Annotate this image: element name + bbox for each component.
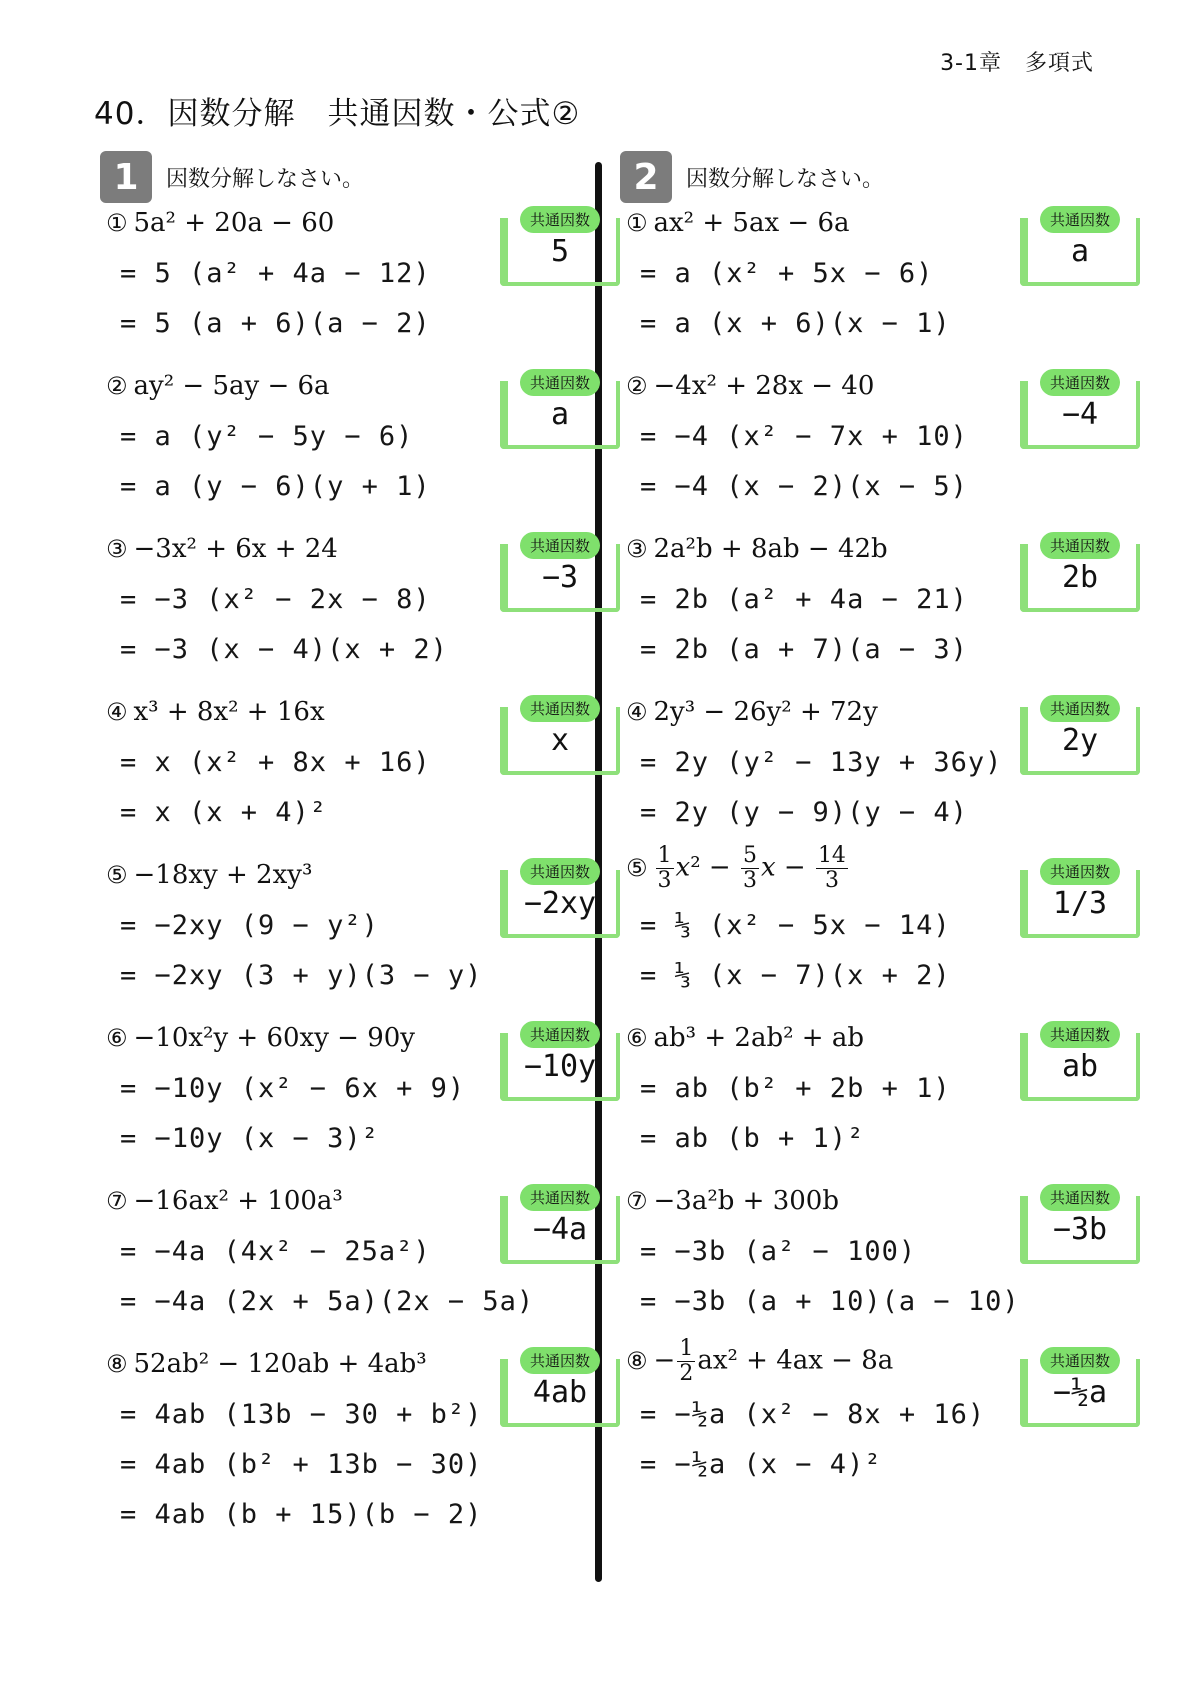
answer-box <box>500 537 620 612</box>
answer: −3 <box>541 560 579 595</box>
common-factor-tag: 共通因数 <box>520 858 600 885</box>
common-factor-tag: 共通因数 <box>1040 858 1120 885</box>
answer-box <box>1020 1352 1140 1427</box>
answer-box <box>1020 537 1140 612</box>
question: ④ x³ + 8x² + 16x <box>106 697 325 727</box>
work-step: = −4 (x − 2)(x − 5) <box>640 471 968 502</box>
work-step: = x (x² + 8x + 16) <box>120 747 431 778</box>
work-step: = a (y − 6)(y + 1) <box>120 471 431 502</box>
answer-box <box>500 1026 620 1101</box>
answer: −10y <box>523 1049 597 1084</box>
problem <box>100 534 620 697</box>
answer-box <box>500 211 620 286</box>
problem <box>100 1349 620 1530</box>
work-step: = −2xy (3 + y)(3 − y) <box>120 960 483 991</box>
work-step: = −2xy (9 − y²) <box>120 910 379 941</box>
problem <box>620 534 1140 697</box>
work-step: = 5 (a² + 4a − 12) <box>120 258 431 289</box>
problem <box>620 1336 1140 1521</box>
problem <box>620 208 1140 371</box>
work-step: = 4ab (13b − 30 + b²) <box>120 1399 483 1430</box>
question: ② −4x² + 28x − 40 <box>626 371 875 401</box>
answer-box <box>1020 700 1140 775</box>
work-step: = 2y (y² − 13y + 36y) <box>640 747 1003 778</box>
answer-box <box>1020 374 1140 449</box>
section-instruction: 因数分解しなさい。 <box>166 166 365 192</box>
fraction: $\frac{1}{3}$ <box>657 843 672 893</box>
question: ③ −3x² + 6x + 24 <box>106 534 338 564</box>
chapter-label: 3-1章 多項式 <box>940 51 1094 76</box>
question: ⑦ −16ax² + 100a³ <box>106 1186 343 1216</box>
answer: −3b <box>1052 1212 1108 1247</box>
common-factor-tag: 共通因数 <box>520 1347 600 1374</box>
work-step: = −½a (x − 4)² <box>640 1449 882 1480</box>
work-step: = ab (b² + 2b + 1) <box>640 1073 951 1104</box>
answer: −4 <box>1061 397 1099 432</box>
work-step: = a (x + 6)(x − 1) <box>640 308 951 339</box>
answer: 2y <box>1061 723 1099 758</box>
common-factor-tag: 共通因数 <box>1040 1347 1120 1374</box>
answer-box <box>500 1189 620 1264</box>
question: ⑤ $\frac{1}{3}$ x² − $\frac{5}{3}$ x − $\frac{14}{3}$ <box>626 843 846 893</box>
work-step: = ⅓ (x² − 5x − 14) <box>640 910 951 941</box>
work-step: = 2b (a + 7)(a − 3) <box>640 634 968 665</box>
work-step: = −4a (2x + 5a)(2x − 5a) <box>120 1286 535 1317</box>
common-factor-tag: 共通因数 <box>520 369 600 396</box>
common-factor-tag: 共通因数 <box>520 206 600 233</box>
question: ③ 2a²b + 8ab − 42b <box>626 534 888 564</box>
work-step: = −3 (x − 4)(x + 2) <box>120 634 448 665</box>
work-step: = −½a (x² − 8x + 16) <box>640 1399 986 1430</box>
answer-box <box>1020 863 1140 938</box>
common-factor-tag: 共通因数 <box>520 695 600 722</box>
question: ⑦ −3a²b + 300b <box>626 1186 839 1216</box>
answer: −½a <box>1052 1375 1108 1410</box>
answer: −2xy <box>523 886 597 921</box>
answer: x <box>550 723 570 758</box>
section-number: 2 <box>620 151 672 203</box>
problem <box>100 1023 620 1186</box>
answer: 5 <box>550 234 570 269</box>
answer: 1/3 <box>1052 886 1108 921</box>
answer: a <box>550 397 570 432</box>
question: ② ay² − 5ay − 6a <box>106 371 330 401</box>
common-factor-tag: 共通因数 <box>520 1184 600 1211</box>
section-2 <box>620 150 1140 1521</box>
work-step: = −3b (a² − 100) <box>640 1236 917 1267</box>
answer-box <box>1020 1026 1140 1101</box>
work-step: = 2y (y − 9)(y − 4) <box>640 797 968 828</box>
answer: −4a <box>532 1212 588 1247</box>
question: ① 5a² + 20a − 60 <box>106 208 335 238</box>
problem <box>100 1186 620 1349</box>
work-step: = 4ab (b² + 13b − 30) <box>120 1449 483 1480</box>
problem <box>620 843 1140 1023</box>
question: ⑤ −18xy + 2xy³ <box>106 860 313 890</box>
question: ④ 2y³ − 26y² + 72y <box>626 697 878 727</box>
work-step: = 4ab (b + 15)(b − 2) <box>120 1499 483 1530</box>
work-step: = a (x² + 5x − 6) <box>640 258 934 289</box>
common-factor-tag: 共通因数 <box>1040 369 1120 396</box>
common-factor-tag: 共通因数 <box>1040 695 1120 722</box>
answer: ab <box>1061 1049 1099 1084</box>
work-step: = ⅓ (x − 7)(x + 2) <box>640 960 951 991</box>
common-factor-tag: 共通因数 <box>1040 1184 1120 1211</box>
problem <box>620 371 1140 534</box>
work-step: = 2b (a² + 4a − 21) <box>640 584 968 615</box>
answer: a <box>1070 234 1090 269</box>
common-factor-tag: 共通因数 <box>1040 206 1120 233</box>
answer-box <box>500 700 620 775</box>
problem <box>620 1023 1140 1186</box>
fraction: $\frac{5}{3}$ <box>742 843 757 893</box>
work-step: = −3 (x² − 2x − 8) <box>120 584 431 615</box>
work-step: = −4 (x² − 7x + 10) <box>640 421 968 452</box>
answer-box <box>1020 211 1140 286</box>
page-title: 40．因数分解 共通因数・公式② <box>94 96 581 132</box>
work-step: = −3b (a + 10)(a − 10) <box>640 1286 1020 1317</box>
problem <box>100 371 620 534</box>
answer-box <box>500 1352 620 1427</box>
question: ⑥ ab³ + 2ab² + ab <box>626 1023 864 1053</box>
work-step: = −10y (x − 3)² <box>120 1123 379 1154</box>
answer-box <box>1020 1189 1140 1264</box>
fraction: $\frac{1}{2}$ <box>679 1336 694 1386</box>
work-step: = 5 (a + 6)(a − 2) <box>120 308 431 339</box>
problem <box>620 1186 1140 1349</box>
problem <box>100 860 620 1023</box>
fraction: $\frac{14}{3}$ <box>817 843 846 893</box>
common-factor-tag: 共通因数 <box>1040 1021 1120 1048</box>
work-step: = a (y² − 5y − 6) <box>120 421 414 452</box>
problem <box>100 208 620 371</box>
problem <box>620 697 1140 860</box>
answer: 2b <box>1061 560 1099 595</box>
common-factor-tag: 共通因数 <box>1040 532 1120 559</box>
question: ⑥ −10x²y + 60xy − 90y <box>106 1023 415 1053</box>
answer-box <box>500 374 620 449</box>
answer: 4ab <box>532 1375 588 1410</box>
question: ⑧ 52ab² − 120ab + 4ab³ <box>106 1349 427 1379</box>
section-instruction: 因数分解しなさい。 <box>686 166 885 192</box>
section-1 <box>100 150 620 1530</box>
common-factor-tag: 共通因数 <box>520 532 600 559</box>
problem <box>100 697 620 860</box>
work-step: = −10y (x² − 6x + 9) <box>120 1073 466 1104</box>
common-factor-tag: 共通因数 <box>520 1021 600 1048</box>
work-step: = ab (b + 1)² <box>640 1123 865 1154</box>
question: ⑧ − $\frac{1}{2}$ ax² + 4ax − 8a <box>626 1336 894 1386</box>
section-number: 1 <box>100 151 152 203</box>
question: ① ax² + 5ax − 6a <box>626 208 850 238</box>
work-step: = −4a (4x² − 25a²) <box>120 1236 431 1267</box>
answer-box <box>500 863 620 938</box>
work-step: = x (x + 4)² <box>120 797 328 828</box>
